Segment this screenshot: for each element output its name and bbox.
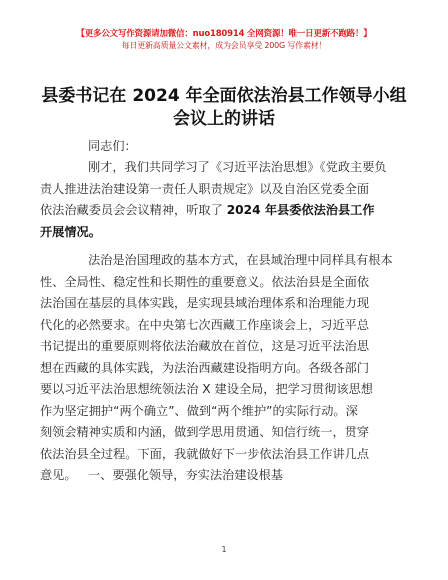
document-title-line1: 县委书记在 2024 年全面依法治县工作领导小组 xyxy=(41,86,407,106)
paragraph-2-line: 要以习近平法治思想统领法治 X 建设全局，把学习贯彻该思想 xyxy=(40,382,373,396)
paragraph-2-line: 想在西藏的具体实践，为法治西藏建设指明方向。各级各部门 xyxy=(40,360,370,375)
paragraph-1-text: 依法治藏委员会会议精神，听取了 xyxy=(40,203,227,217)
paragraph-2-line: 刻领会精神实质和内涵，做到学思用贯通、知信行统一，贯穿 xyxy=(40,425,370,439)
promo-banner-line2: 每日更新高质量公文素材，成为会员享受 200G 写作素材！ xyxy=(121,41,327,50)
paragraph-1-line xyxy=(40,200,408,222)
paragraph-2-line: 作为坚定拥护“两个确立”、做到“两个维护”的实际行动。深 xyxy=(40,403,358,418)
promo-banner-line1: 【更多公文写作资源请加微信：nuo180914 全网资源！唯一日更新不跑路！】 xyxy=(76,29,372,39)
paragraph-2-line: 依法治县全过程。下面，我就做好下一步依法治县工作讲几点 xyxy=(40,446,370,461)
paragraph-2-line: 法治是治国理政的基本方式，在县域治理中同样具有根本 xyxy=(88,253,393,267)
paragraph-1-line: 责人推进法治建设第一责任人职责规定》以及自治区党委全面 xyxy=(40,181,370,196)
paragraph-2-line: 性、全局性、稳定性和长期性的重要意义。依法治县是全面依 xyxy=(40,274,370,289)
section-1-heading: 一、要强化领导，夯实法治建设根基 xyxy=(88,468,283,482)
paragraph-2 xyxy=(40,250,408,487)
paragraph-2-line: 书记提出的重要原则将依法治藏放在首位，这是习近平法治思 xyxy=(40,339,370,353)
paragraph-1 xyxy=(40,157,408,243)
paragraph-2-line: 代化的必然要求。在中央第七次西藏工作座谈会上，习近平总 xyxy=(40,317,370,332)
paragraph-2-line: 意见。 xyxy=(40,468,77,482)
paragraph-1-bold-text: 2024 年县委依法治县工作 xyxy=(226,203,375,217)
document-title-line2: 会议上的讲话 xyxy=(173,109,275,129)
greeting: 同志们： xyxy=(88,139,137,153)
paragraph-2-line: 法治国在基层的具体实践，是实现县域治理体系和治理能力现 xyxy=(40,296,370,310)
page-number: 1 xyxy=(221,545,227,554)
paragraph-1-bold-line: 开展情况。 xyxy=(40,224,101,239)
paragraph-1-line: 刚才，我们共同学习了《习近平法治思想》《党政主要负 xyxy=(88,160,387,174)
